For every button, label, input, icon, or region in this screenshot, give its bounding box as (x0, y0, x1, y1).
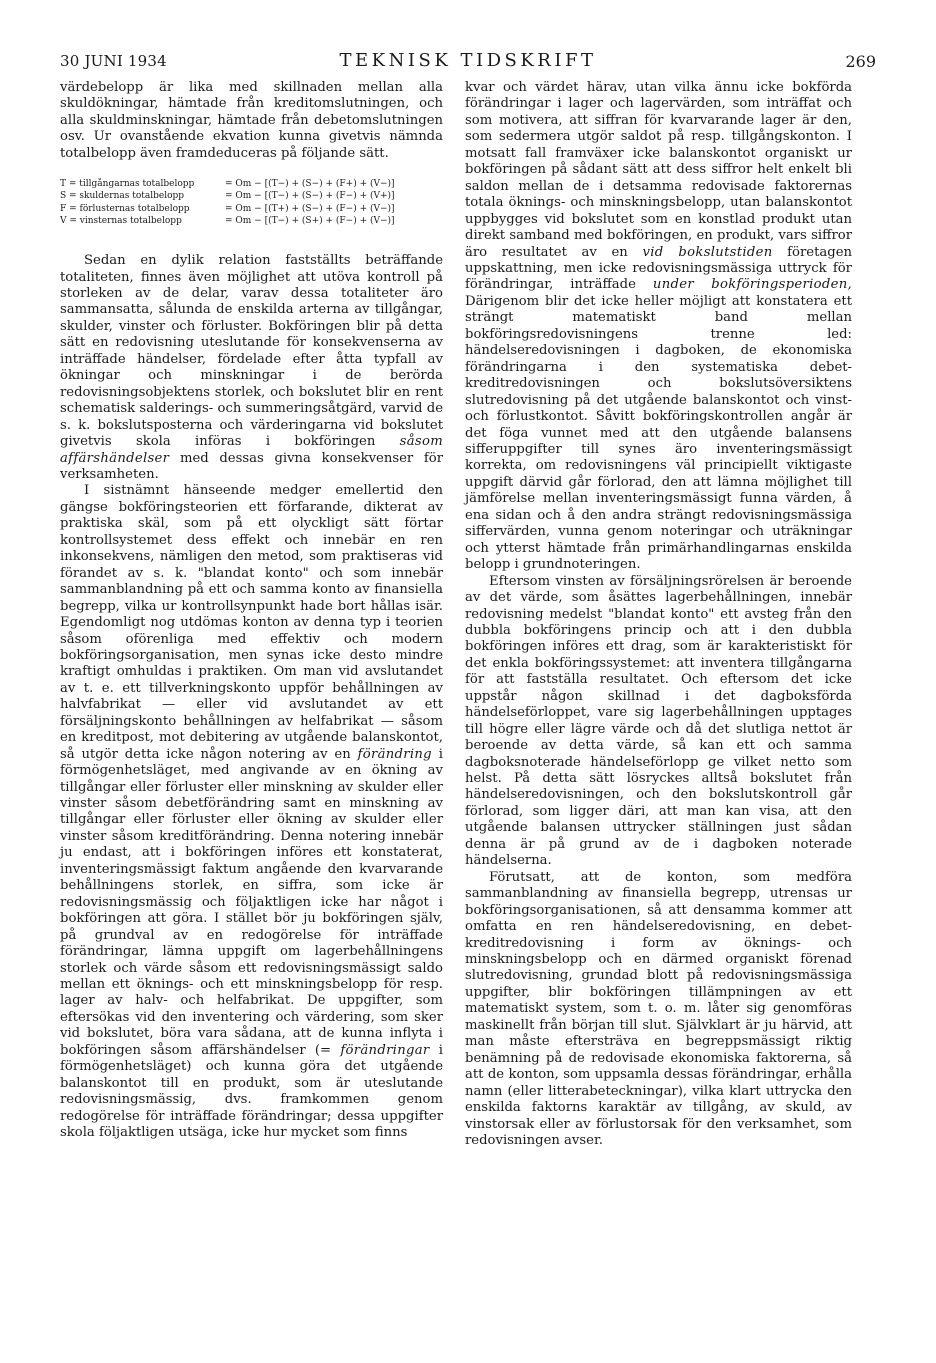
text-run: I sistnämnt hänseende medger emellertid den gängse bokföringsteorien ett förfarande, dikterat av praktiska skäl, som på ett olyckligt sätt förtar kontrollsystemet dess effekt och innebär en ren inkonsekvens, nämligen den metod, som praktiseras vid förandet av s. k. "blandat konto" och som innebär sammanblandning på ett och samma konto av finansiella begrepp, vilka ur kontrollsynpunkt hade bort hållas isär. Egendomligt nog utdömas konton av denna typ i teorien såsom oförenliga med effektiv och modern bokföringsorganisation, men synas icke desto mindre kraftigt omhuldas i praktiken. Om man vid avslutandet av t. e. ett tillverkningskonto uppför behållningen av halvfabrikat — eller vid avslutandet av ett försäljningskonto behållningen av helfabrikat — såsom en kreditpost, mot debitering av utgående balanskontot, så utgör detta icke någon notering av en (60, 483, 443, 762)
equation-row (60, 215, 443, 227)
emphasis-text: såsom affärshändelser (60, 434, 443, 466)
emphasis-text: vid bokslutstiden (642, 244, 773, 260)
emphasis-text: förändringar (340, 1042, 430, 1058)
issue-date: 30 JUNI 1934 (60, 52, 167, 70)
equation-rhs: = Om − [(T+) + (S−) + (F−) + (V−)] (225, 203, 395, 214)
body-paragraph (60, 253, 443, 483)
equation-lhs: S = skuldernas totalbelopp (60, 191, 185, 202)
text-run: kvar och värdet härav, utan vilka ännu icke bokförda förändringar i lager och lagervärden, som inträffat och som motivera, att siffran för kvarvarande lager är den, som sedermera utgör saldot på resp. tillgångskonton. I motsatt fall framväxer icke balanskontot organiskt ur bokföringen på sådant sätt att dess siffror helt enkelt bli saldon mellan de i detsamma redovisade faktorernas totala öknings- och minskningsbelopp, utan balanskontot uppbygges vid bokslutet som en konstlad produkt utan direkt samband med bokföringen, en produkt, vars siffror äro resultatet av en (465, 80, 852, 260)
page-number: 269 (845, 52, 876, 71)
text-run: med dessas givna konsekvenser för verksamheten. (60, 450, 443, 482)
left-column (60, 80, 443, 1142)
right-column (465, 80, 852, 1149)
equation-block (60, 178, 443, 227)
emphasis-text: under bokföringsperioden, (652, 277, 852, 293)
emphasis-text: förändring (357, 746, 432, 762)
text-run: Därigenom blir det icke heller möjligt att konstatera ett strängt matematiskt band mellan bokföringsredovisningens trenne led: händelseredovisningen i dagboken, de ekonomiska förändringarna i den systematiska debet-kreditredovisningen och bokslutsöversiktens slutredovisning på det utgående balanskontot och vinst- och förlustkontot. Såvitt bokföringskontrollen angår är det föga vunnet med att den utgående balansens sifferuppgifter till synes äro inventeringsmässigt korrekta, om redovisningens väl principiellt viktigaste uppgift därvid går förlorad, den att lämna möjlighet till jämförelse mellan inventeringsmässigt funna värden, å ena sidan och å den andra strängt redovisningsmässiga siffervärden, vunna genom noteringar och uträkningar och ytterst hämtade från primärhandlingarnas enskilda belopp i grundnoteringen. (465, 293, 852, 573)
equation-rhs: = Om − [(T−) + (S+) + (F−) + (V−)] (225, 215, 395, 226)
equation-lhs: F = förlusternas totalbelopp (60, 203, 190, 214)
text-run: företagen uppskattning, men icke redovisningsmässiga uttryck för förändringar, inträffade (465, 244, 852, 293)
equation-lhs: V = vinsternas totalbelopp (60, 215, 182, 226)
equation-rhs: = Om − [(T−) + (S−) + (F−) + (V+)] (225, 191, 395, 202)
equation-row (60, 178, 443, 190)
equation-row (60, 203, 443, 215)
body-paragraph (60, 483, 443, 1141)
equation-row (60, 190, 443, 202)
journal-title: TEKNISK TIDSKRIFT (339, 50, 597, 71)
equation-rhs: = Om − [(T−) + (S−) + (F+) + (V−)] (225, 179, 395, 190)
body-paragraph (465, 80, 852, 574)
body-paragraph: Eftersom vinsten av försäljningsrörelsen är beroende av det värde, som åsättes lagerbehållningen, innebär redovisning medelst "blandat konto" ett avsteg från den dubbla bokföringens princip och att i den dubbla bokföringen införes ett drag, som är karakteristiskt för det enkla bokföringssystemet: att inventera tillgångarna för att fastställa resultatet. Och eftersom det icke uppstår någon skillnad i det dagboksförda händelseförloppet, vare sig lagerbehållningen upptages till högre eller lägre värde och då det slutliga nettot är beroende av detta värde, så kan ett och samma dagboksnoterade händelseförlopp ge vilket netto som helst. På detta sätt lösryckes alltså bokslutet från händelseredovisningen, och den bokslutskontroll går förlorad, som ligger däri, att man kan visa, att den utgående balansen uttrycker ställningen just sådan denna är på grund av de i dagboken noterade händelserna. (465, 573, 852, 869)
text-run: i förmögenhetsläget, med angivande av en ökning av tillgångar eller förluster eller minskning av skulder eller vinster såsom debetförändring samt en minskning av tillgångar eller förluster eller ökning av skulder eller vinster såsom kreditförändring. Denna notering innebär ju endast, att i bokföringen införes ett konstaterat, inventeringsmässigt faktum angående den kvarvarande behållningens storlek, en siffra, som icke är redovisningsmässig och följaktligen icke har något i bokföringen att göra. I stället bör ju bokföringen själv, på grundval av en redogörelse för inträffade förändringar, lämna uppgift om lagerbehållningens storlek och värde såsom ett redovisningsmässigt saldo mellan ett öknings- och ett minskningsbelopp för resp. lager av halv- och helfabrikat. De uppgifter, som eftersökas vid den inventering och värdering, som sker vid bokslutet, böra vara sådana, att de kunna inflyta i bokföringen såsom affärshändelser (= (60, 746, 443, 1058)
body-paragraph: Förutsatt, att de konton, som medföra sammanblandning av finansiella begrepp, utrensas ur bokföringsorganisationen, så att densamma kommer att omfatta en ren händelseredovisning, en debet-kreditredovisning i form av öknings- och minskningsbelopp och en därmed organiskt förenad slutredovisning, grundad blott på redovisningsmässiga uppgifter, blir bokföringen tillämpningen av ett matematiskt system, som t. o. m. låter sig genomföras maskinellt från början till slut. Självklart är ju härvid, att man måste eftersträva en begreppsmässigt riktig benämning på de redovisade ekonomiska faktorerna, så att de konton, som uppsamla dessas förändringar, erhålla namn (eller litterabeteckningar), vilka klart uttrycka den enskilda faktorns karaktär av tillgång, av skuld, av vinstorsak eller av förlustorsak för den verksamhet, som redovisningen avser. (465, 869, 852, 1148)
text-run: Sedan en dylik relation fastställts beträffande totaliteten, finnes även möjlighet att utöva kontroll på storleken av de delar, varav dessa totaliteter äro sammansatta, sålunda de enskilda arterna av tillgångar, skulder, vinster och förluster. Bokföringen blir på detta sätt en redovisning uteslutande för konsekvenserna av inträffade händelser, fördelade efter åtta typfall av ökningar och minskningar i de berörda redovisningsobjektens storlek, och bokslutet blir en rent schematisk salderings- och summeringsåtgärd, varvid de s. k. bokslutsposterna och värderingarna vid bokslutet givetvis skola införas i bokföringen (60, 253, 443, 450)
page-header (60, 48, 876, 78)
text-run: i förmögenhetsläget) och kunna göra det utgående balanskontot till en produkt, som är uteslutande redovisningsmässig, dvs. framkommen genom redogörelse för inträffade förändringar; dessa uppgifter skola följaktligen utsäga, icke hur mycket som finns (60, 1042, 443, 1141)
equation-lhs: T = tillgångarnas totalbelopp (60, 179, 195, 190)
intro-paragraph: värdebelopp är lika med skillnaden mellan alla skuldökningar, hämtade från kreditomslutningen, och alla skuldminskningar, hämtade från debetomslutningen osv. Ur ovanstående ekvation kunna givetvis nämnda totalbelopp även framdeduceras på följande sätt. (60, 80, 443, 161)
